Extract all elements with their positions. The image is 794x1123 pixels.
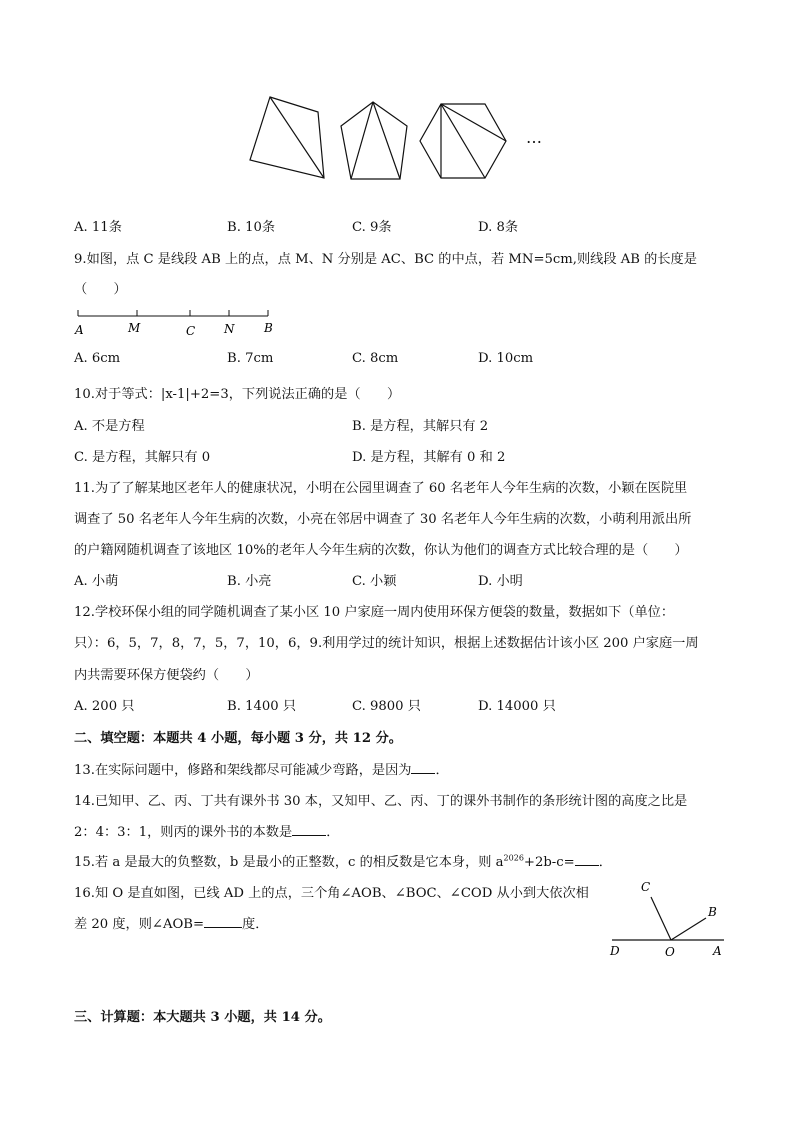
q12-line-2: 只）：6，5，7，8，7，5，7，10，6，9.利用学过的统计知识，根据上述数据估计该小区 200 户家庭一周	[74, 636, 699, 651]
q11-option-c[interactable]: C. 小颖	[352, 574, 397, 589]
q8-option-b[interactable]: B. 10条	[227, 220, 276, 235]
q12-line-1: 12.学校环保小组的同学随机调查了某小区 10 户家庭一周内使用环保方便袋的数量，数据如下（单位：	[74, 605, 675, 620]
q9-option-b[interactable]: B. 7cm	[227, 351, 274, 366]
q12-option-d[interactable]: D. 14000 只	[478, 699, 556, 714]
section-2-heading: 二、填空题：本题共 4 小题，每小题 3 分，共 12 分。	[74, 731, 402, 746]
q9-option-d[interactable]: D. 10cm	[478, 351, 534, 366]
q10-option-a[interactable]: A. 不是方程	[74, 419, 145, 434]
q11-line-3: 的户籍网随机调查了该地区 10%的老年人今年生病的次数，你认为他们的调查方式比较合理的是（ ）	[74, 543, 688, 558]
q14-answer-blank[interactable]	[292, 823, 326, 836]
segment-figure	[72, 306, 282, 338]
q10-option-c[interactable]: C. 是方程，其解只有 0	[74, 450, 211, 465]
q14-line-2	[74, 821, 339, 840]
q9-stem: 9.如图，点 C 是线段 AB 上的点，点 M、N 分别是 AC、BC 的中点，若 MN=5cm,则线段 AB 的长度是	[74, 252, 697, 267]
q15-text: 15.若 a 是最大的负整数，b 是最小的正整数，c 的相反数是它本身，则 a	[74, 855, 504, 870]
q13-answer-blank[interactable]	[411, 761, 435, 774]
q14-end: ．	[326, 825, 340, 840]
q12-option-b[interactable]: B. 1400 只	[227, 699, 297, 714]
pentagon-shape	[341, 102, 407, 179]
q14-line-1: 14.已知甲、乙、丙、丁共有课外书 30 本，又知甲、乙、丙、丁的课外书制作的条形统计图的高度之比是	[74, 794, 688, 809]
q9-option-c[interactable]: C. 8cm	[352, 351, 399, 366]
angle-label-d: D	[610, 944, 620, 958]
q10-stem: 10.对于等式：|x-1|+2=3，下列说法正确的是（ ）	[74, 387, 401, 402]
q9-paren: （ ）	[74, 282, 127, 297]
q15-end: ．	[598, 855, 612, 870]
q13-end: ．	[435, 763, 449, 778]
segment-label-b: B	[264, 321, 273, 335]
q8-option-a[interactable]: A. 11条	[74, 220, 122, 235]
q16-line-2	[74, 913, 268, 932]
segment-label-m: M	[128, 321, 141, 335]
segment-label-a: A	[75, 323, 84, 337]
angle-label-b: B	[708, 905, 717, 919]
q12-line-3: 内共需要环保方便袋约（ ）	[74, 668, 259, 683]
q10-option-b[interactable]: B. 是方程，其解只有 2	[352, 419, 489, 434]
angle-figure	[604, 875, 730, 963]
angle-label-o: O	[665, 945, 675, 959]
q15-tail: +2b-c=	[523, 855, 575, 870]
q16-answer-blank[interactable]	[204, 915, 242, 928]
q9-option-a[interactable]: A. 6cm	[74, 351, 121, 366]
q15-line	[74, 851, 612, 870]
q15-exponent: 2026	[503, 853, 524, 863]
q11-option-a[interactable]: A. 小萌	[74, 574, 119, 589]
angle-label-a: A	[713, 944, 722, 958]
q8-option-d[interactable]: D. 8条	[478, 220, 519, 235]
q12-option-a[interactable]: A. 200 只	[74, 699, 135, 714]
q16-end: 度．	[242, 917, 269, 932]
q8-option-c[interactable]: C. 9条	[352, 220, 392, 235]
section-3-heading: 三、计算题：本大题共 3 小题，共 14 分。	[74, 1010, 331, 1025]
segment-label-n: N	[224, 322, 235, 336]
q10-option-d[interactable]: D. 是方程，其解有 0 和 2	[352, 450, 506, 465]
q15-answer-blank[interactable]	[575, 853, 599, 866]
q11-option-d[interactable]: D. 小明	[478, 574, 523, 589]
segment-label-c: C	[186, 324, 196, 338]
q13-line	[74, 759, 449, 778]
polygon-diagonals-figure	[240, 92, 560, 187]
q11-line-1: 11.为了了解某地区老年人的健康状况，小明在公园里调查了 60 名老年人今年生病的次数，小颖在医院里	[74, 481, 688, 496]
quadrilateral-shape	[250, 97, 324, 178]
q16-line-1: 16.知 O 是直如图，已线 AD 上的点，三个角∠AOB、∠BOC、∠COD 从小到大依次相	[74, 886, 589, 901]
q11-line-2: 调查了 50 名老年人今年生病的次数，小亮在邻居中调查了 30 名老年人今年生病的次数，小萌利用派出所	[74, 512, 692, 527]
q14-text: 2：4：3：1，则丙的课外书的本数是	[74, 825, 293, 840]
quadrilateral-diagonal	[270, 97, 324, 178]
q12-option-c[interactable]: C. 9800 只	[352, 699, 421, 714]
angle-label-c: C	[641, 880, 651, 894]
ellipsis: …	[526, 128, 542, 147]
q13-text: 13.在实际问题中，修路和架线都尽可能减少弯路，是因为	[74, 763, 412, 778]
q11-option-b[interactable]: B. 小亮	[227, 574, 272, 589]
q16-text: 差 20 度，则∠AOB=	[74, 917, 205, 932]
